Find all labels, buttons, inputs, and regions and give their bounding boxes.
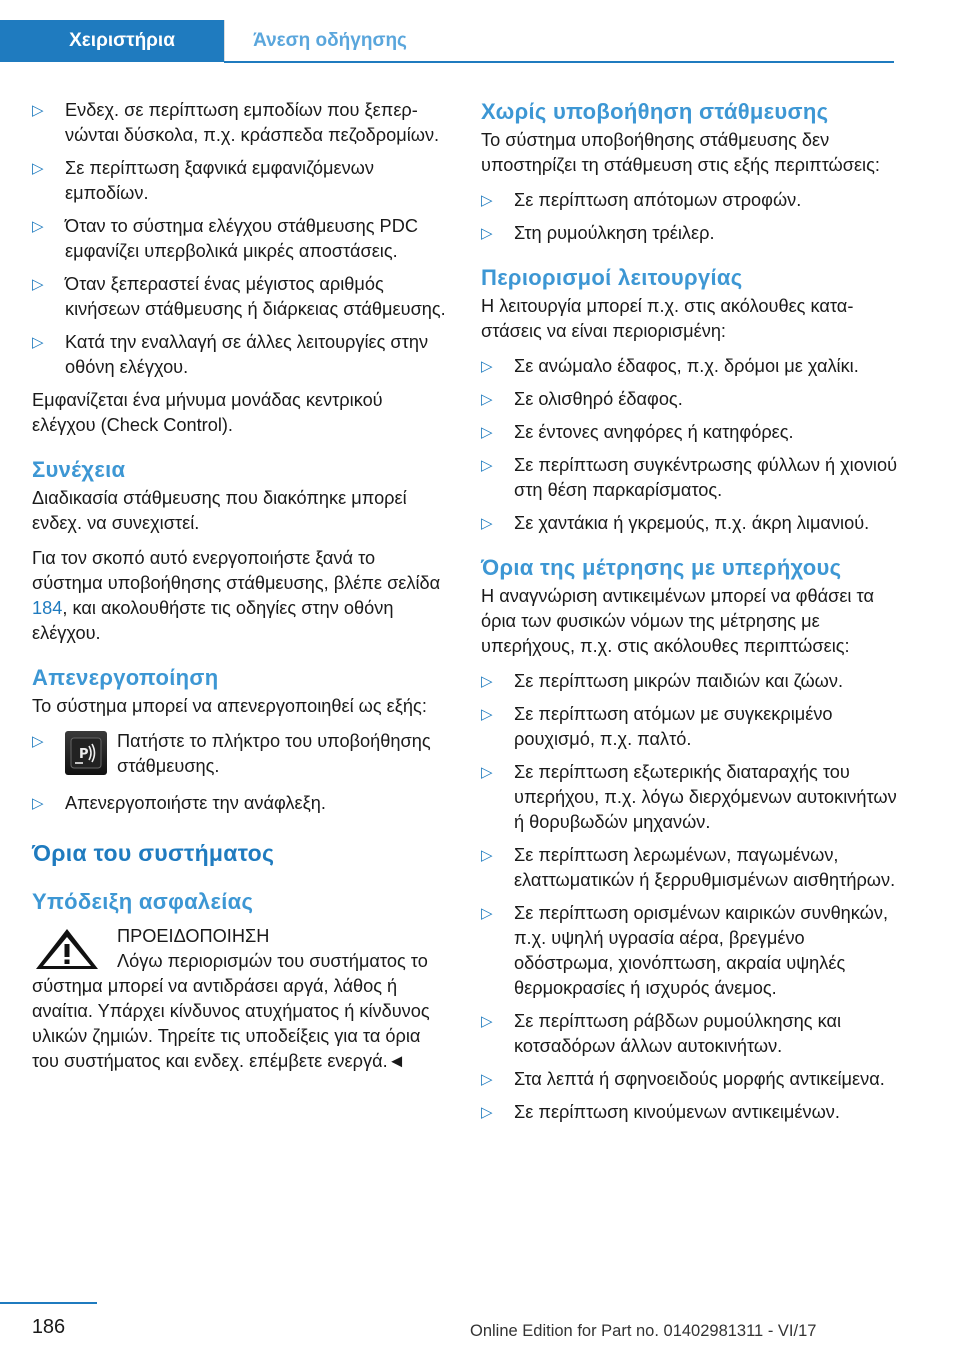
no-assist-heading: Χωρίς υποβοήθηση στάθμευσης [481, 99, 829, 124]
triangle-right-icon: ▷ [481, 764, 493, 781]
triangle-right-icon: ▷ [32, 334, 44, 351]
continue-instructions [32, 546, 450, 646]
list-item-text: Σε περίπτωση λερωμένων, παγωμένων, ελαττωματικών ή ξερρυθμισμένων αισθητήρων. [514, 845, 896, 890]
list-item-text: Σε περίπτωση συγκέντρωσης φύλλων ή χιονιού στη θέση παρκαρίσματος. [514, 455, 898, 500]
list-item [481, 901, 901, 1001]
triangle-right-icon: ▷ [32, 218, 44, 235]
system-limits-heading: Όρια του συστήματος [32, 840, 275, 866]
triangle-right-icon: ▷ [481, 847, 493, 864]
function-limits-text: Η λειτουργία μπορεί π.χ. στις ακόλουθες καταστάσεις να είναι περιορισμένη: [481, 296, 854, 341]
triangle-right-icon: ▷ [481, 192, 493, 209]
triangle-right-icon: ▷ [32, 102, 44, 119]
list-item-text: Σε περίπτωση ατόμων με συγκεκριμένο ρουχισμό, π.χ. παλτό. [514, 704, 833, 749]
warning-title: ΠΡΟΕΙΔΟΠΟΙΗΣΗ [117, 926, 270, 946]
list-item-text: Σε περίπτωση εξωτερικής διαταραχής του υπερήχου, π.χ. λόγω διερχόμενων αυτοκινήτων ή θορυβωδών μηχανών. [514, 762, 897, 832]
deactivate-heading: Απενεργοποίηση [32, 665, 219, 690]
triangle-right-icon: ▷ [481, 391, 493, 408]
list-item-text: Σε περίπτωση μικρών παιδιών και ζώων. [514, 671, 844, 691]
tab-driving-comfort[interactable]: Άνεση οδήγησης [224, 20, 435, 62]
ultrasonic-limits-heading: Όρια της μέτρησης με υπερήχους [481, 555, 842, 580]
triangle-right-icon: ▷ [481, 358, 493, 375]
list-item-text: Κατά την εναλλαγή σε άλλες λειτουργίες στην οθόνη ελέγχου. [65, 332, 429, 377]
triangle-right-icon: ▷ [32, 160, 44, 177]
list-item-text: Πατήστε το πλήκτρο του υποβοήθησης στάθμευσης. [117, 731, 431, 776]
list-item-text: Σε ανώμαλο έδαφος, π.χ. δρόμοι με χαλίκι. [514, 356, 859, 376]
no-assist-text: Το σύστημα υποβοήθησης στάθμευσης δεν υποστηρίζει τη στάθμευση στις εξής περιπτώσεις: [481, 130, 880, 175]
list-item-text: Σε χαντάκια ή γκρεμούς, π.χ. άκρη λιμανιού. [514, 513, 870, 533]
list-item [481, 221, 901, 246]
page-header [0, 0, 960, 62]
parking-assist-button-icon [65, 731, 107, 775]
svg-text:P: P [79, 747, 89, 762]
end-mark-icon: ◄ [387, 1051, 406, 1071]
triangle-right-icon: ▷ [32, 733, 44, 750]
triangle-right-icon: ▷ [481, 1071, 493, 1088]
list-item [481, 420, 901, 445]
right-column [481, 98, 901, 1133]
triangle-right-icon: ▷ [481, 1013, 493, 1030]
function-limits-heading: Περιορισμοί λειτουργίας [481, 265, 743, 290]
list-item-text: Σε περίπτωση ξαφνικά εμφανιζόμενων εμποδίων. [65, 158, 374, 203]
triangle-right-icon: ▷ [481, 905, 493, 922]
list-item [32, 330, 450, 380]
list-item-text: Σε ολισθηρό έδαφος. [514, 389, 683, 409]
edition-text: Online Edition for Part no. 01402981311 - VI/17 [470, 1322, 817, 1340]
list-item [32, 98, 450, 148]
continue-heading: Συνέχεια [32, 457, 126, 482]
triangle-right-icon: ▷ [481, 424, 493, 441]
continue-text-part-b: , και ακολουθήστε τις οδηγίες στην οθόνη ελέγχου. [32, 598, 394, 643]
triangle-right-icon: ▷ [481, 1104, 493, 1121]
triangle-right-icon: ▷ [32, 276, 44, 293]
list-item-text: Σε έντονες ανηφόρες ή κατηφόρες. [514, 422, 794, 442]
list-item-text: Απενεργοποιήστε την ανάφλεξη. [65, 793, 326, 813]
warning-text [32, 974, 450, 1074]
list-item-text: Στα λεπτά ή σφηνοειδούς μορφής αντικείμενα. [514, 1069, 885, 1089]
list-item-text: Όταν το σύστημα ελέγχου στάθμευσης PDC εμφανίζει υπερβολικά μικρές αποστάσεις. [65, 216, 418, 261]
list-item [481, 843, 901, 893]
list-item [32, 272, 450, 322]
list-item-text: Σε περίπτωση ράβδων ρυμούλκησης και κοτσαδόρων άλλων αυτοκινήτων. [514, 1011, 842, 1056]
list-item-text: Σε περίπτωση απότομων στροφών. [514, 190, 802, 210]
ultrasonic-limits-text: Η αναγνώριση αντικειμένων μπορεί να φθάσει τα όρια των φυσικών νόμων της μέτρησης με υπερήχους, π.χ. στις ακόλουθες περιπτώσεις: [481, 586, 874, 656]
list-item [481, 511, 901, 536]
list-item [32, 791, 450, 816]
check-control-text: Εμφανίζεται ένα μήνυμα μονάδας κεντρικού ελέγχου (Check Control). [32, 390, 383, 435]
list-item [481, 702, 901, 752]
list-item [481, 188, 901, 213]
header-rule [224, 61, 894, 63]
triangle-right-icon: ▷ [481, 515, 493, 532]
list-item [32, 156, 450, 206]
list-item [32, 214, 450, 264]
list-item [481, 354, 901, 379]
page-reference-link[interactable]: 184 [32, 598, 63, 618]
warning-block [32, 924, 450, 974]
list-item-text: Στη ρυμούλκηση τρέιλερ. [514, 223, 715, 243]
list-item-text: Σε περίπτωση κινούμενων αντικειμένων. [514, 1102, 840, 1122]
deactivate-text: Το σύστημα μπορεί να απενεργοποιηθεί ως εξής: [32, 696, 427, 716]
triangle-right-icon: ▷ [481, 225, 493, 242]
list-item [481, 1067, 901, 1092]
triangle-right-icon: ▷ [481, 673, 493, 690]
list-item-text: Ενδεχ. σε περίπτωση εμποδίων που ξεπερνώνται δύσκολα, π.χ. κράσπεδα πεζοδρομίων. [65, 100, 440, 145]
list-item [32, 729, 450, 781]
page-number: 186 [31, 1316, 66, 1338]
continue-text-part-a: Για τον σκοπό αυτό ενεργοποιήστε ξανά το σύστημα υποβοήθησης στάθμευσης, βλέπε σελίδα [32, 548, 441, 593]
triangle-right-icon: ▷ [32, 795, 44, 812]
warning-triangle-icon [32, 926, 102, 972]
list-item [481, 453, 901, 503]
left-column [32, 98, 450, 1074]
continue-text: Διαδικασία στάθμευσης που διακόπηκε μπορεί ενδεχ. να συνεχιστεί. [32, 488, 407, 533]
warning-text-body: σύστημα μπορεί να αντιδράσει αργά, λάθος ή αναίτια. Υπάρχει κίνδυνος ατυχήματος ή κίνδυνος υλικών ζημιών. Τηρείτε τις υποδείξεις για τα όρια του συστήματος και ενδεχ. επέμβετε ενεργά. [32, 976, 430, 1071]
list-item [481, 669, 901, 694]
list-item [481, 1009, 901, 1059]
footer-rule [0, 1302, 97, 1304]
list-item-text: Όταν ξεπεραστεί ένας μέγιστος αριθμός κινήσεων στάθμευσης ή διάρκειας στάθμευσης. [65, 274, 446, 319]
triangle-right-icon: ▷ [481, 706, 493, 723]
list-item-text: Σε περίπτωση ορισμένων καιρικών συνθηκών, π.χ. υψηλή υγρασία αέρα, βρεγμένο οδόστρωμα, χιονόπτωση, ακραία υψηλές θερμοκρασίες ή ισχυρός άνεμος. [514, 903, 889, 998]
list-item [481, 760, 901, 835]
tab-controls[interactable]: Χειριστήρια [0, 20, 224, 62]
warning-line: Λόγω περιορισμών του συστήματος το [117, 951, 428, 971]
triangle-right-icon: ▷ [481, 457, 493, 474]
list-item [481, 387, 901, 412]
list-item [481, 1100, 901, 1125]
safety-note-heading: Υπόδειξη ασφαλείας [32, 889, 254, 914]
